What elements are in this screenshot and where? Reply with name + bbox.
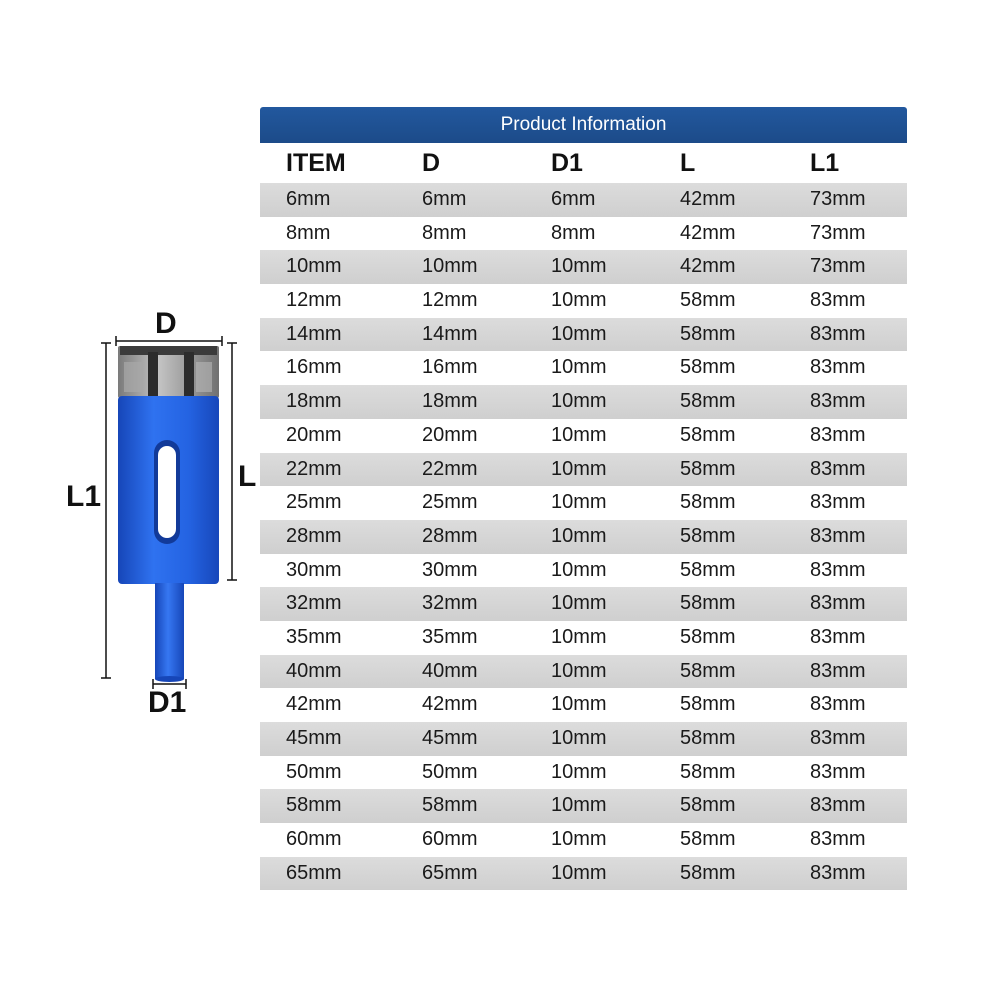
cell-l: 58mm — [680, 356, 736, 379]
cell-l: 58mm — [680, 828, 736, 851]
drill-body — [118, 396, 219, 584]
cell-d1: 10mm — [551, 625, 607, 648]
cell-l: 58mm — [680, 322, 736, 345]
product-figure — [0, 0, 260, 1000]
column-header-d1: D1 — [551, 148, 583, 177]
cell-l: 42mm — [680, 255, 736, 278]
cell-l1: 73mm — [810, 221, 866, 244]
dimension-d1-label: D1 — [148, 686, 187, 719]
cell-d: 50mm — [422, 760, 478, 783]
cell-l: 58mm — [680, 289, 736, 312]
cell-d: 40mm — [422, 659, 478, 682]
dimension-l-label: L — [238, 460, 257, 493]
cell-d1: 10mm — [551, 727, 607, 749]
table-row — [260, 756, 907, 790]
cell-l1: 83mm — [810, 457, 866, 480]
column-header-d: D — [422, 148, 441, 177]
cell-l: 58mm — [680, 693, 736, 716]
cell-d: 6mm — [422, 188, 467, 210]
cell-item: 42mm — [286, 693, 342, 716]
table-row — [260, 655, 907, 689]
table-row — [260, 857, 907, 891]
cell-d: 20mm — [422, 423, 478, 446]
table-row — [260, 419, 907, 453]
table-body — [260, 183, 907, 890]
cell-item: 18mm — [286, 390, 342, 413]
cell-l: 58mm — [680, 390, 736, 413]
table-row — [260, 621, 907, 655]
cell-l: 42mm — [680, 188, 736, 210]
cell-d1: 10mm — [551, 558, 607, 581]
table-row — [260, 385, 907, 419]
cell-d1: 10mm — [551, 390, 607, 413]
cell-d: 8mm — [422, 221, 467, 244]
column-header-item: ITEM — [286, 148, 346, 177]
cell-l: 58mm — [680, 794, 736, 817]
cell-d1: 10mm — [551, 524, 607, 547]
cell-d1: 10mm — [551, 255, 607, 278]
table-row — [260, 351, 907, 385]
cell-l: 58mm — [680, 760, 736, 783]
cell-d1: 10mm — [551, 861, 607, 884]
cell-item: 58mm — [286, 794, 342, 817]
cell-l1: 83mm — [810, 861, 866, 884]
cell-d1: 6mm — [551, 188, 596, 210]
cell-d1: 10mm — [551, 423, 607, 446]
table-title: Product Information — [260, 107, 907, 143]
cell-item: 40mm — [286, 659, 342, 682]
cell-d1: 10mm — [551, 659, 607, 682]
cell-d: 18mm — [422, 390, 478, 413]
table-row — [260, 520, 907, 554]
cell-d1: 10mm — [551, 356, 607, 379]
dimension-l1-line — [101, 343, 111, 678]
cell-item: 12mm — [286, 289, 342, 312]
cell-d1: 10mm — [551, 760, 607, 783]
cell-d: 58mm — [422, 794, 478, 817]
cell-item: 30mm — [286, 558, 342, 581]
cell-l: 42mm — [680, 221, 736, 244]
cell-d1: 10mm — [551, 592, 607, 615]
cell-item: 60mm — [286, 828, 342, 851]
dimension-l1-label: L1 — [66, 480, 102, 513]
cell-l1: 73mm — [810, 188, 866, 210]
cell-d: 22mm — [422, 457, 478, 480]
cell-item: 25mm — [286, 491, 342, 514]
table-row — [260, 486, 907, 520]
table-header-row — [260, 143, 907, 183]
column-header-l: L — [680, 148, 696, 177]
cell-d: 32mm — [422, 592, 478, 615]
cell-d: 42mm — [422, 693, 478, 716]
cell-l1: 83mm — [810, 390, 866, 413]
table-row — [260, 722, 907, 756]
table-row — [260, 250, 907, 284]
cell-d1: 10mm — [551, 828, 607, 851]
cell-d1: 10mm — [551, 289, 607, 312]
cell-l: 58mm — [680, 727, 736, 749]
cell-item: 45mm — [286, 727, 342, 749]
cell-l: 58mm — [680, 592, 736, 615]
drill-shank — [155, 583, 184, 682]
cell-l1: 83mm — [810, 659, 866, 682]
cell-item: 22mm — [286, 457, 342, 480]
cell-d: 14mm — [422, 322, 478, 345]
cell-l1: 83mm — [810, 289, 866, 312]
cell-l1: 83mm — [810, 491, 866, 514]
cell-l1: 83mm — [810, 794, 866, 817]
cell-d1: 10mm — [551, 794, 607, 817]
dimension-l-line — [227, 343, 237, 580]
cell-item: 35mm — [286, 625, 342, 648]
cell-l1: 83mm — [810, 356, 866, 379]
cell-d: 45mm — [422, 727, 478, 749]
cell-item: 6mm — [286, 188, 331, 210]
table-row — [260, 823, 907, 857]
cell-l1: 83mm — [810, 592, 866, 615]
cell-l1: 83mm — [810, 524, 866, 547]
cell-item: 8mm — [286, 221, 331, 244]
cell-d: 65mm — [422, 861, 478, 884]
cell-d: 25mm — [422, 491, 478, 514]
table-row — [260, 217, 907, 251]
cell-d1: 10mm — [551, 491, 607, 514]
cell-l: 58mm — [680, 524, 736, 547]
column-header-l1: L1 — [810, 148, 840, 177]
cell-l1: 83mm — [810, 828, 866, 851]
cell-l1: 83mm — [810, 760, 866, 783]
table-row — [260, 554, 907, 588]
cell-d1: 10mm — [551, 322, 607, 345]
table-row — [260, 587, 907, 621]
cell-l: 58mm — [680, 659, 736, 682]
cell-item: 20mm — [286, 423, 342, 446]
cell-item: 50mm — [286, 760, 342, 783]
table-row — [260, 318, 907, 352]
cell-item: 14mm — [286, 322, 342, 345]
cell-d: 28mm — [422, 524, 478, 547]
cell-l1: 83mm — [810, 693, 866, 716]
cell-l1: 83mm — [810, 625, 866, 648]
table-row — [260, 453, 907, 487]
cell-l1: 83mm — [810, 423, 866, 446]
table-row — [260, 183, 907, 217]
cell-d: 30mm — [422, 558, 478, 581]
cell-item: 32mm — [286, 592, 342, 615]
cell-d: 35mm — [422, 625, 478, 648]
core-drill-bit-illustration — [0, 0, 260, 1000]
cell-l: 58mm — [680, 491, 736, 514]
cell-d: 60mm — [422, 828, 478, 851]
cell-d: 16mm — [422, 356, 478, 379]
cell-d: 10mm — [422, 255, 478, 278]
cell-item: 65mm — [286, 861, 342, 884]
cell-l: 58mm — [680, 457, 736, 480]
table-row — [260, 284, 907, 318]
cell-item: 16mm — [286, 356, 342, 379]
cell-d1: 8mm — [551, 221, 596, 244]
product-information-table — [260, 107, 907, 890]
cell-d1: 10mm — [551, 457, 607, 480]
table-row — [260, 688, 907, 722]
dimension-d-label: D — [155, 307, 177, 340]
cell-l: 58mm — [680, 625, 736, 648]
cell-l: 58mm — [680, 558, 736, 581]
cell-item: 10mm — [286, 255, 342, 278]
cell-d1: 10mm — [551, 693, 607, 716]
table-row — [260, 789, 907, 823]
cell-d: 12mm — [422, 289, 478, 312]
cell-l: 58mm — [680, 861, 736, 884]
diamond-segment-rim — [118, 346, 219, 398]
cell-l1: 73mm — [810, 255, 866, 278]
cell-item: 28mm — [286, 524, 342, 547]
cell-l1: 83mm — [810, 727, 866, 749]
cell-l: 58mm — [680, 423, 736, 446]
cell-l1: 83mm — [810, 558, 866, 581]
cell-l1: 83mm — [810, 322, 866, 345]
